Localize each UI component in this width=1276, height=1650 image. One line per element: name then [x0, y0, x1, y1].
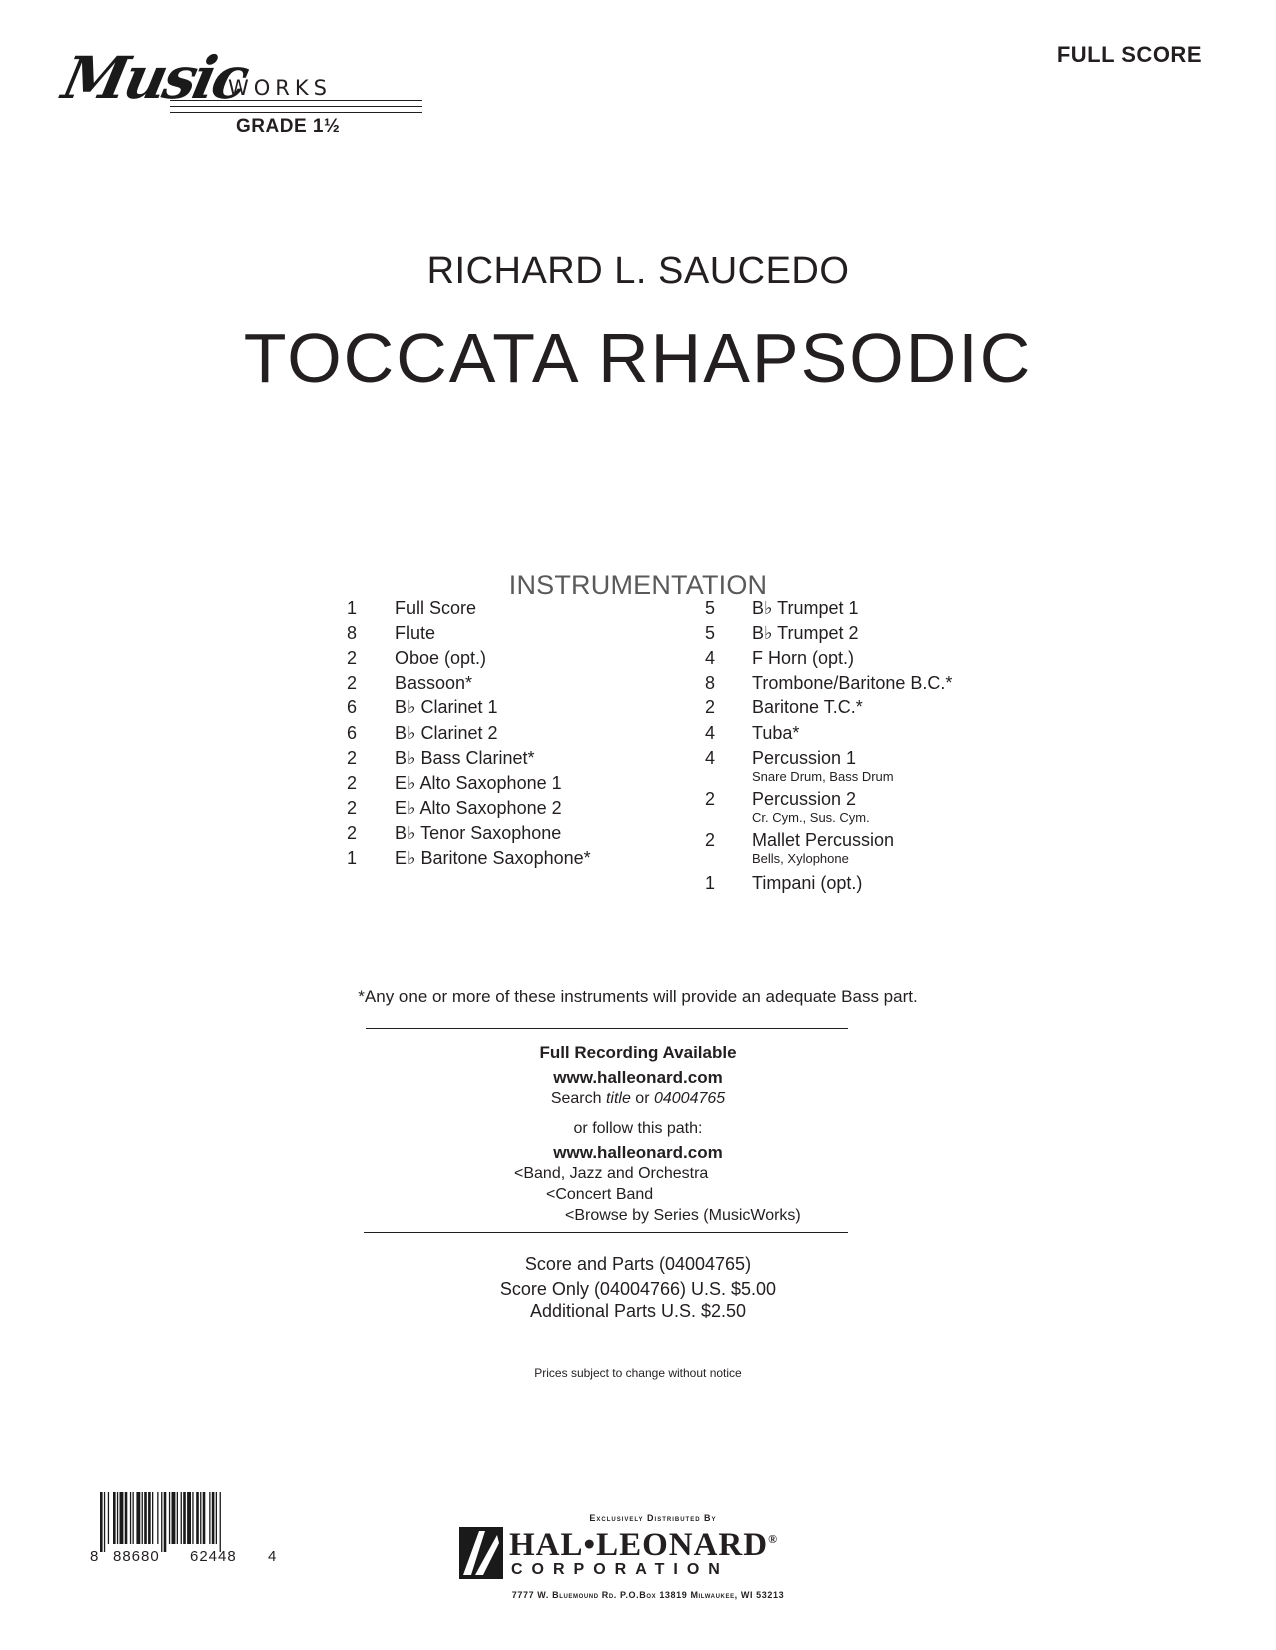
instrument-name: F Horn (opt.): [752, 648, 855, 668]
instrument-qty: 8: [704, 673, 715, 693]
search-prefix: Search: [550, 1090, 606, 1107]
instrument-qty: 1: [704, 873, 715, 893]
hal-leonard-emblem-icon: [457, 1525, 507, 1583]
instrument-qty: 6: [346, 723, 357, 743]
price-line-2: Score Only (04004766) U.S. $5.00: [499, 1279, 777, 1299]
logo-works: WORKS: [228, 76, 332, 100]
registered-mark: ®: [768, 1532, 779, 1546]
instrument-name: Percussion 1: [752, 748, 857, 768]
instrument-subtitle: Snare Drum, Bass Drum: [752, 769, 894, 784]
bass-footnote: *Any one or more of these instruments will provide an adequate Bass part.: [358, 987, 918, 1006]
search-or: or: [630, 1090, 654, 1107]
instrument-qty: 4: [704, 748, 715, 768]
path-step-3: <Browse by Series (MusicWorks): [565, 1207, 801, 1224]
instrument-qty: 5: [704, 623, 715, 643]
barcode-group-1: 88680: [113, 1548, 160, 1565]
grade-label: GRADE 1½: [236, 116, 341, 137]
instrument-qty: 2: [346, 748, 357, 768]
recording-heading: Full Recording Available: [539, 1043, 737, 1062]
instrument-name: B♭ Clarinet 1: [395, 697, 498, 717]
score-type-label: FULL SCORE: [1056, 42, 1202, 67]
price-line-1: Score and Parts (04004765): [524, 1254, 752, 1274]
instrument-qty: 1: [346, 848, 357, 868]
instrument-name: Full Score: [395, 598, 477, 618]
composer-name: RICHARD L. SAUCEDO: [426, 250, 850, 292]
path-step-1: <Band, Jazz and Orchestra: [514, 1165, 709, 1182]
instrument-name: Trombone/Baritone B.C.*: [752, 673, 953, 693]
instrument-qty: 2: [346, 798, 357, 818]
instrument-name: E♭ Alto Saxophone 2: [395, 798, 562, 818]
instrument-name: Percussion 2: [752, 789, 857, 809]
instrument-qty: 2: [346, 823, 357, 843]
instrument-name: Baritone T.C.*: [752, 697, 863, 717]
piece-title: TOCCATA RHAPSODIC: [243, 319, 1033, 397]
follow-path-label: or follow this path:: [573, 1120, 703, 1137]
instrument-qty: 2: [704, 830, 715, 850]
instrumentation-heading: INSTRUMENTATION: [508, 570, 768, 600]
instrument-name: B♭ Trumpet 1: [752, 598, 859, 618]
instrument-qty: 1: [346, 598, 357, 618]
instrument-qty: 4: [704, 648, 715, 668]
instrument-name: E♭ Baritone Saxophone*: [395, 848, 591, 868]
instrument-name: B♭ Tenor Saxophone: [395, 823, 562, 843]
path-url[interactable]: www.halleonard.com: [553, 1143, 723, 1162]
instrument-name: Oboe (opt.): [395, 648, 487, 668]
instrument-qty: 2: [704, 697, 715, 717]
instrument-name: Mallet Percussion: [752, 830, 895, 850]
musicworks-logo: [56, 42, 370, 142]
instrument-qty: 5: [704, 598, 715, 618]
instrument-name: B♭ Clarinet 2: [395, 723, 498, 743]
search-hint: [0, 1090, 1276, 1108]
hal-leonard-logo: [457, 1525, 817, 1587]
distributed-by: Exclusively Distributed By: [589, 1513, 717, 1523]
instrument-name: B♭ Trumpet 2: [752, 623, 859, 643]
recording-url[interactable]: www.halleonard.com: [553, 1068, 723, 1087]
instrument-qty: 2: [346, 673, 357, 693]
instrument-qty: 4: [704, 723, 715, 743]
barcode-group-2: 62448: [190, 1548, 237, 1565]
instrument-name: B♭ Bass Clarinet*: [395, 748, 535, 768]
divider-top: [366, 1028, 848, 1029]
instrument-qty: 2: [346, 773, 357, 793]
instrument-name: Timpani (opt.): [752, 873, 863, 893]
instrument-name: E♭ Alto Saxophone 1: [395, 773, 562, 793]
publisher-address: 7777 W. Bluemound Rd. P.O.Box 13819 Milwaukee, WI 53213: [511, 1590, 785, 1600]
logo-script: Music: [56, 44, 253, 112]
price-notice: Prices subject to change without notice: [534, 1366, 742, 1380]
instrument-qty: 6: [346, 697, 357, 717]
instrument-name: Tuba*: [752, 723, 800, 743]
path-step-2: <Concert Band: [546, 1186, 654, 1203]
instrument-subtitle: Bells, Xylophone: [752, 851, 849, 866]
price-line-3: Additional Parts U.S. $2.50: [529, 1301, 747, 1321]
instrument-name: Bassoon*: [395, 673, 473, 693]
search-number: 04004765: [653, 1090, 726, 1107]
publisher-name-text: HAL•LEONARD: [509, 1527, 769, 1563]
instrument-name: Flute: [395, 623, 436, 643]
barcode-check: 4: [268, 1548, 277, 1565]
instrument-qty: 2: [704, 789, 715, 809]
search-title: title: [605, 1090, 631, 1107]
publisher-corporation: CORPORATION: [511, 1561, 729, 1578]
instrument-qty: 2: [346, 648, 357, 668]
barcode-lead: 8: [90, 1548, 99, 1565]
divider-bottom: [364, 1232, 848, 1233]
instrument-qty: 8: [346, 623, 357, 643]
instrument-subtitle: Cr. Cym., Sus. Cym.: [752, 810, 870, 825]
publisher-name: [509, 1527, 778, 1564]
